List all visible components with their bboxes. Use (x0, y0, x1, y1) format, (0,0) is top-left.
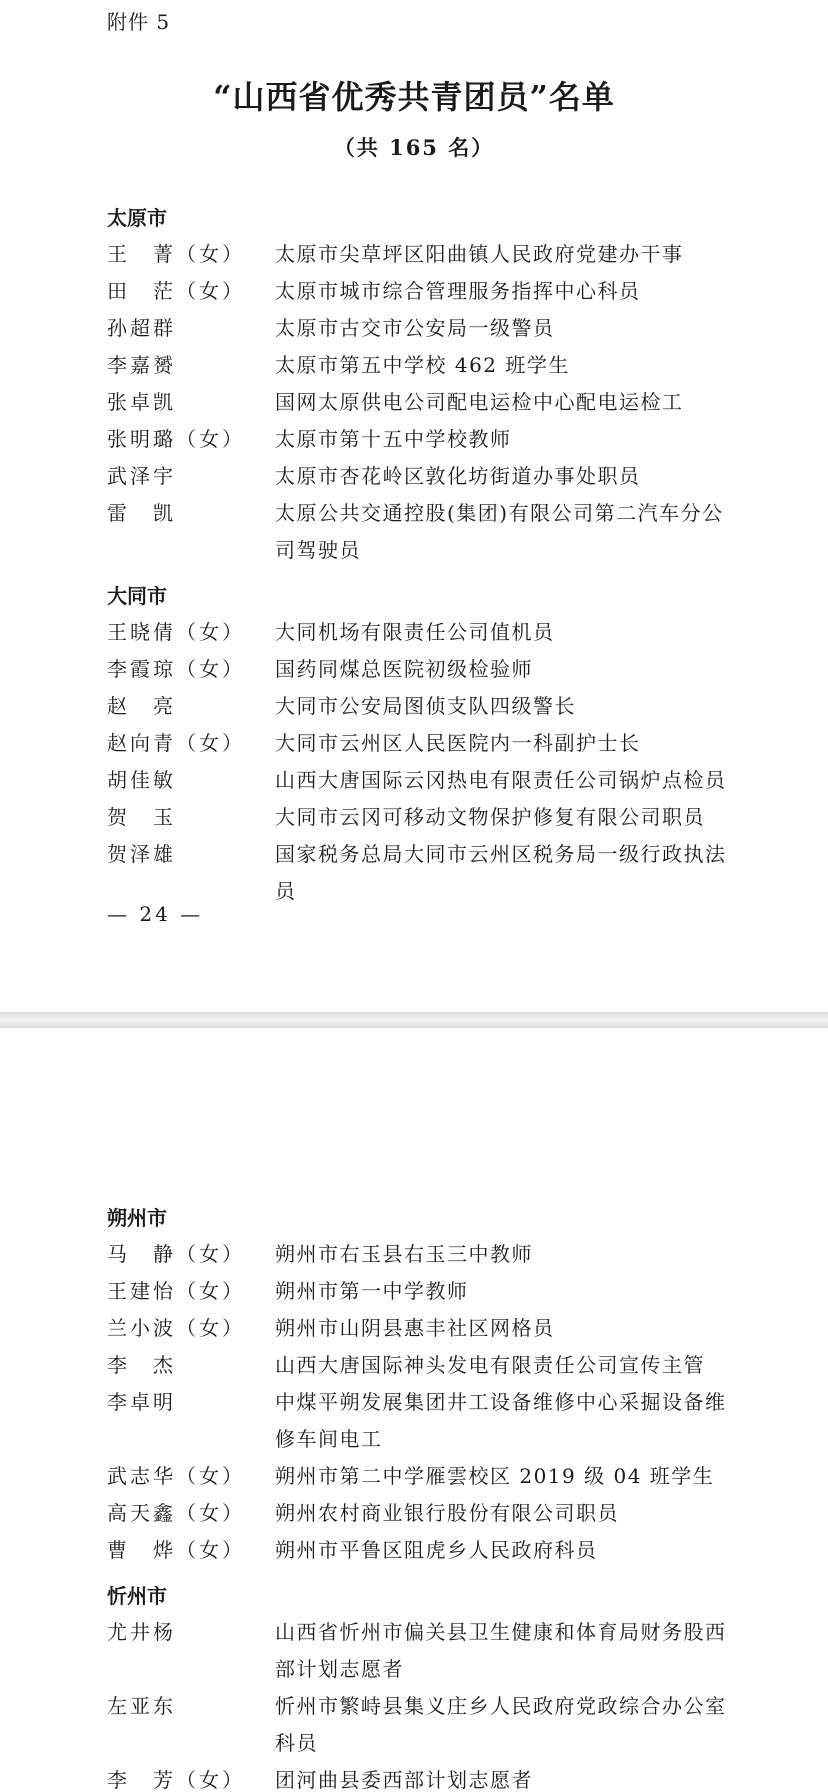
list-item (107, 273, 727, 310)
member-name: 雷 凯 (107, 501, 176, 525)
member-name: 马 静（女） (107, 1242, 245, 1266)
member-name: 贺泽雄 (107, 842, 176, 866)
member-name: 张明璐（女） (107, 427, 245, 451)
member-name: 兰小波（女） (107, 1316, 245, 1340)
member-name: 高天鑫（女） (107, 1501, 245, 1525)
list-item (107, 1495, 727, 1532)
member-affiliation: 山西省忻州市偏关县卫生健康和体育局财务股西部计划志愿者 (275, 1620, 727, 1681)
city-section-datong (107, 578, 727, 910)
list-item (107, 836, 727, 910)
attachment-label: 附件 5 (107, 10, 171, 34)
member-affiliation: 太原公共交通控股(集团)有限公司第二汽车分公司驾驶员 (275, 501, 724, 562)
member-affiliation: 朔州市平鲁区阻虎乡人民政府科员 (275, 1538, 598, 1562)
member-affiliation: 国网太原供电公司配电运检中心配电运检工 (275, 390, 684, 414)
member-name: 王建怡（女） (107, 1279, 245, 1303)
member-affiliation: 国药同煤总医院初级检验师 (275, 657, 533, 681)
member-name: 武志华（女） (107, 1464, 245, 1488)
city-section-taiyuan (107, 200, 727, 569)
list-item (107, 1310, 727, 1347)
member-affiliation: 中煤平朔发展集团井工设备维修中心采掘设备维修车间电工 (275, 1390, 727, 1451)
list-item (107, 236, 727, 273)
city-heading: 忻州市 (107, 1584, 167, 1608)
list-item (107, 651, 727, 688)
member-name: 李霞琼（女） (107, 657, 245, 681)
member-affiliation: 国家税务总局大同市云州区税务局一级行政执法员 (275, 842, 727, 903)
list-item (107, 1236, 727, 1273)
member-affiliation: 山西大唐国际神头发电有限责任公司宣传主管 (275, 1353, 705, 1377)
member-affiliation: 朔州市山阴县惠丰社区网格员 (275, 1316, 555, 1340)
list-item (107, 1458, 727, 1495)
member-name: 尤井杨 (107, 1620, 176, 1644)
member-name: 赵向青（女） (107, 731, 245, 755)
list-item (107, 1273, 727, 1310)
document-page-2 (0, 1028, 828, 1792)
member-affiliation: 山西大唐国际云冈热电有限责任公司锅炉点检员 (275, 768, 727, 792)
page-number: — 24 — (107, 902, 204, 926)
list-item (107, 1762, 727, 1792)
page-separator (0, 1012, 828, 1028)
member-affiliation: 忻州市繁峙县集义庄乡人民政府党政综合办公室科员 (275, 1694, 727, 1755)
member-affiliation: 朔州市第二中学雁雲校区 2019 级 04 班学生 (275, 1464, 715, 1488)
list-item (107, 762, 727, 799)
member-affiliation: 太原市古交市公安局一级警员 (275, 316, 555, 340)
list-item (107, 688, 727, 725)
member-affiliation: 大同市公安局图侦支队四级警长 (275, 694, 576, 718)
list-item (107, 495, 727, 569)
member-name: 李卓明 (107, 1390, 176, 1414)
member-name: 李嘉赟 (107, 353, 176, 377)
document-title: “山西省优秀共青团员”名单 (213, 78, 615, 116)
city-heading: 朔州市 (107, 1206, 167, 1230)
member-affiliation: 太原市城市综合管理服务指挥中心科员 (275, 279, 641, 303)
list-item (107, 458, 727, 495)
member-affiliation: 朔州市右玉县右玉三中教师 (275, 1242, 533, 1266)
member-name: 王 菁（女） (107, 242, 245, 266)
member-name: 田 茫（女） (107, 279, 245, 303)
member-name: 孙超群 (107, 316, 176, 340)
member-affiliation: 朔州市第一中学教师 (275, 1279, 469, 1303)
member-name: 曹 烨（女） (107, 1538, 245, 1562)
member-name: 王晓倩（女） (107, 620, 245, 644)
member-name: 左亚东 (107, 1694, 176, 1718)
member-name: 贺 玉 (107, 805, 176, 829)
list-item (107, 1347, 727, 1384)
member-affiliation: 大同市云州区人民医院内一科副护士长 (275, 731, 641, 755)
member-affiliation: 大同市云冈可移动文物保护修复有限公司职员 (275, 805, 705, 829)
list-item (107, 1688, 727, 1762)
city-heading: 大同市 (107, 584, 167, 608)
list-item (107, 384, 727, 421)
member-affiliation: 太原市尖草坪区阳曲镇人民政府党建办干事 (275, 242, 684, 266)
city-heading: 太原市 (107, 206, 167, 230)
member-name: 胡佳敏 (107, 768, 176, 792)
member-name: 张卓凯 (107, 390, 176, 414)
list-item (107, 614, 727, 651)
document-subtitle: （共 165 名） (333, 135, 495, 160)
list-item (107, 1614, 727, 1688)
city-section-xinzhou (107, 1578, 727, 1792)
member-name: 武泽宇 (107, 464, 176, 488)
member-affiliation: 朔州农村商业银行股份有限公司职员 (275, 1501, 619, 1525)
member-affiliation: 太原市第五中学校 462 班学生 (275, 353, 570, 377)
list-item (107, 1384, 727, 1458)
list-item (107, 347, 727, 384)
member-affiliation: 太原市第十五中学校教师 (275, 427, 512, 451)
list-item (107, 799, 727, 836)
member-affiliation: 大同机场有限责任公司值机员 (275, 620, 555, 644)
member-affiliation: 太原市杏花岭区敦化坊街道办事处职员 (275, 464, 641, 488)
member-name: 赵 亮 (107, 694, 176, 718)
member-name: 李 芳（女） (107, 1768, 245, 1792)
list-item (107, 1532, 727, 1569)
member-name: 李 杰 (107, 1353, 176, 1377)
city-section-shuozhou (107, 1200, 727, 1569)
list-item (107, 310, 727, 347)
list-item (107, 725, 727, 762)
list-item (107, 421, 727, 458)
member-affiliation: 团河曲县委西部计划志愿者 (275, 1768, 533, 1792)
